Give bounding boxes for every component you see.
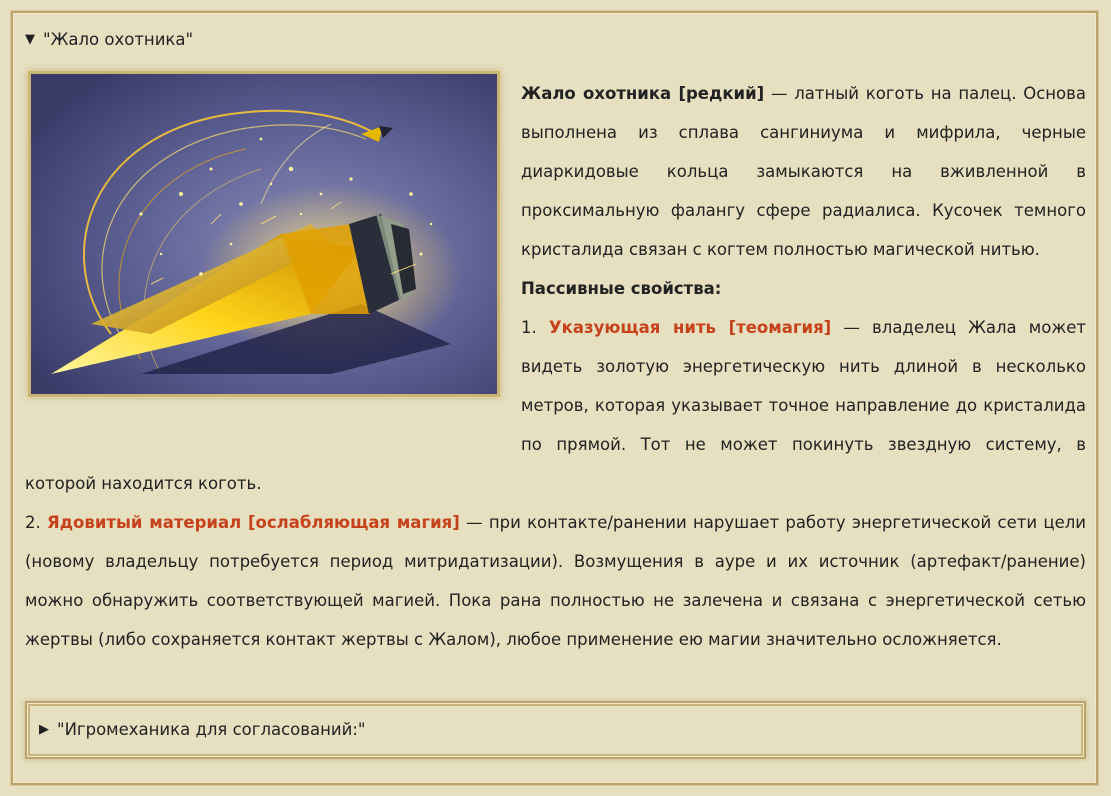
mechanics-spoiler-toggle[interactable] — [39, 719, 365, 741]
spoiler-toggle[interactable] — [25, 29, 193, 51]
property-name: Указующая нить [теомагия] — [548, 318, 832, 337]
triangle-down-icon: ▼ — [25, 32, 35, 47]
triangle-right-icon: ▶ — [39, 722, 49, 737]
spoiler-title: "Жало охотника" — [43, 30, 194, 49]
property-number: 2. — [25, 513, 48, 532]
property-name: Ядовитый материал [ослабляющая магия] — [47, 513, 460, 532]
mechanics-spoiler-title: "Игромеханика для согласований:" — [57, 720, 366, 739]
spoiler-container — [11, 11, 1098, 785]
item-description-text: — латный коготь на палец. Основа выполнена из сплава сангиниума и мифрила, черные диаркидовые кольца замыкаются на вживленной в проксимальную фалангу сфере радиалиса. Кусочек темного кристалида связан с когтем полностью магической нитью. — [521, 84, 1086, 259]
passive-heading: Пассивные свойства: — [521, 279, 722, 298]
image-spacer — [25, 71, 501, 457]
property-number: 1. — [521, 318, 549, 337]
property-text: — при контакте/ранении нарушает работу энергетической сети цели (новому владельцу потребуется период митридатизации). Возмущения в ауре и их источник (артефакт/ранение) можно обнаружить соответствующей магией. Пока рана полностью не залечена и связана с энергетической сетью жертвы (либо сохраняется контакт жертвы с Жалом), любое применение ею магии значительно осложняется. — [25, 513, 1086, 649]
item-description — [25, 74, 1086, 659]
property-item — [25, 503, 1086, 659]
item-name: Жало охотника [редкий] — [521, 84, 765, 103]
property-text: — владелец Жала может видеть золотую энергетическую нить длиной в несколько метров, которая указывает точное направление до кристалида по прямой. Тот не может покинуть звездную систему, в которой находится коготь. — [25, 318, 1086, 493]
mechanics-spoiler — [25, 701, 1086, 759]
